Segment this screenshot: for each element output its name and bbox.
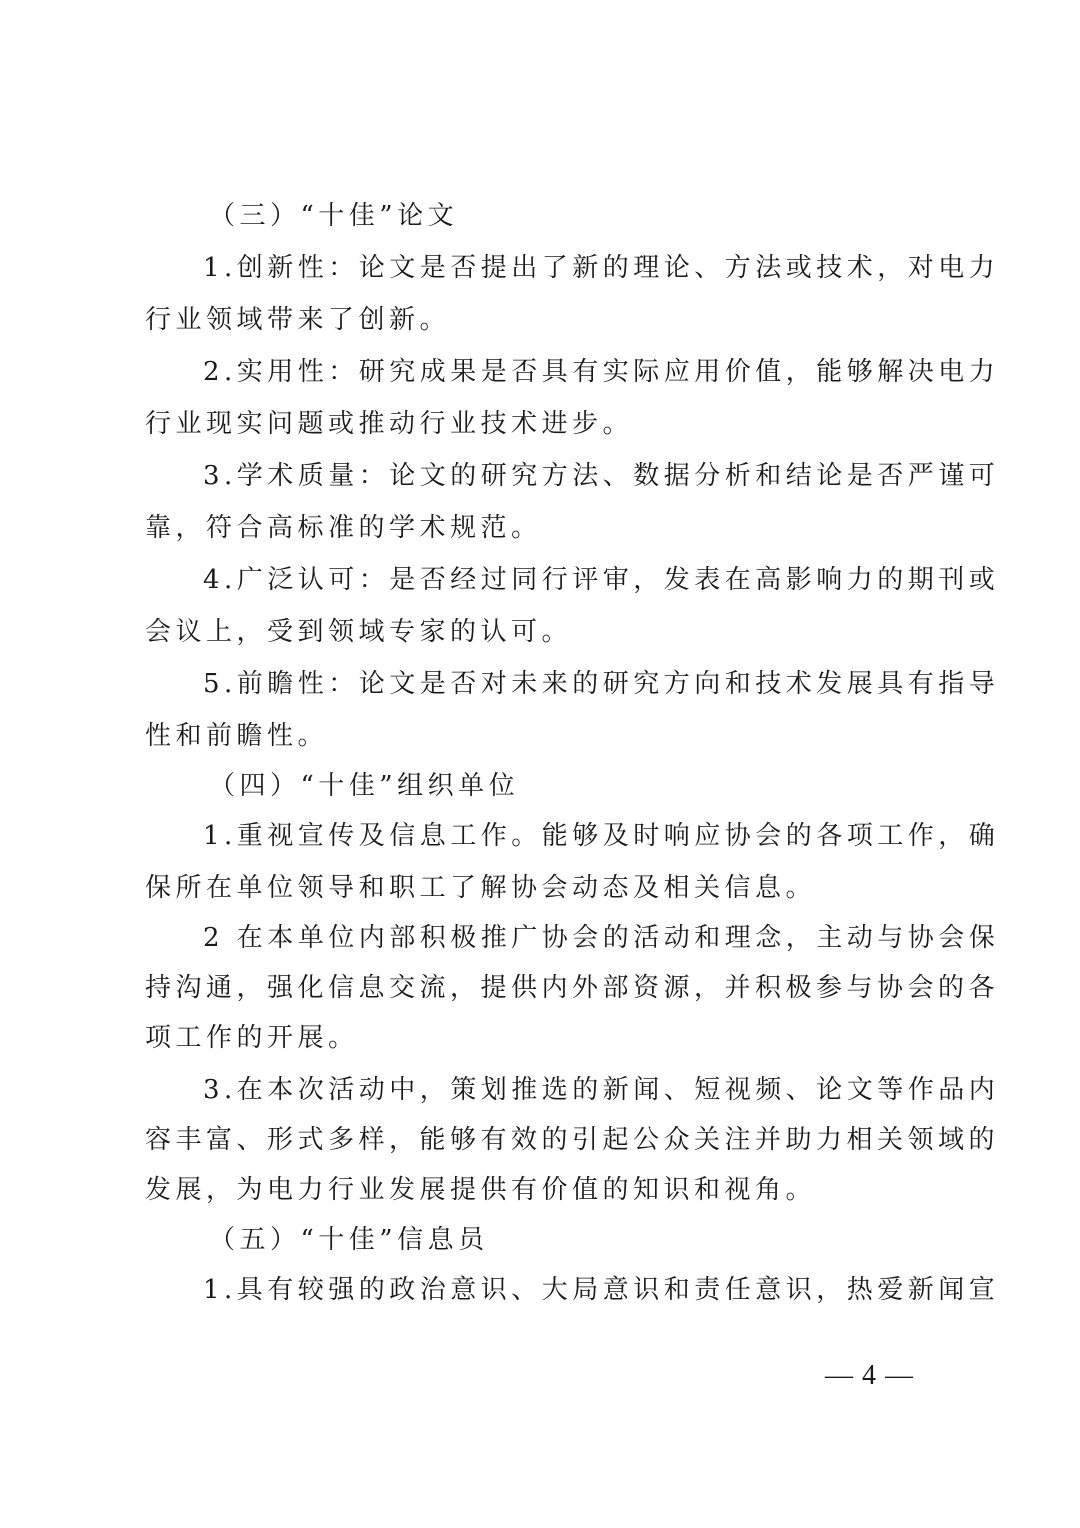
paragraph-line: 1.具有较强的政治意识、大局意识和责任意识，热爱新闻宣 [203,1275,1000,1305]
paragraph-line: 靠，符合高标准的学术规范。 [145,513,542,543]
paragraph-line: 发展，为电力行业发展提供有价值的知识和视角。 [145,1175,817,1205]
paragraph-line: 3.在本次活动中，策划推选的新闻、短视频、论文等作品内 [203,1075,1000,1105]
section-heading-three: （三）“十佳”论文 [209,201,459,231]
paragraph-line: 性和前瞻性。 [145,721,329,751]
paragraph-line: 行业领域带来了创新。 [145,305,451,335]
section-heading-four: （四）“十佳”组织单位 [209,771,520,801]
paragraph-line: 5.前瞻性：论文是否对未来的研究方向和技术发展具有指导 [203,669,1000,699]
paragraph-line: 1.创新性：论文是否提出了新的理论、方法或技术，对电力 [203,253,1000,283]
paragraph-line: 1.重视宣传及信息工作。能够及时响应协会的各项工作，确 [203,821,1000,851]
paragraph-line: 2 在本单位内部积极推广协会的活动和理念，主动与协会保 [203,923,1000,953]
paragraph-line: 3.学术质量：论文的研究方法、数据分析和结论是否严谨可 [203,461,1000,491]
paragraph-line: 会议上，受到领域专家的认可。 [145,617,573,647]
paragraph-line: 容丰富、形式多样，能够有效的引起公众关注并助力相关领域的 [145,1125,1000,1155]
paragraph-line: 保所在单位领导和职工了解协会动态及相关信息。 [145,873,817,903]
paragraph-line: 4.广泛认可：是否经过同行评审，发表在高影响力的期刊或 [203,565,1000,595]
section-heading-five: （五）“十佳”信息员 [209,1225,489,1255]
paragraph-line: 持沟通，强化信息交流，提供内外部资源，并积极参与协会的各 [145,973,1000,1003]
page-number: — 4 — [825,1360,914,1391]
paragraph-line: 2.实用性：研究成果是否具有实际应用价值，能够解决电力 [203,357,1000,387]
paragraph-line: 行业现实问题或推动行业技术进步。 [145,409,634,439]
paragraph-line: 项工作的开展。 [145,1023,359,1053]
